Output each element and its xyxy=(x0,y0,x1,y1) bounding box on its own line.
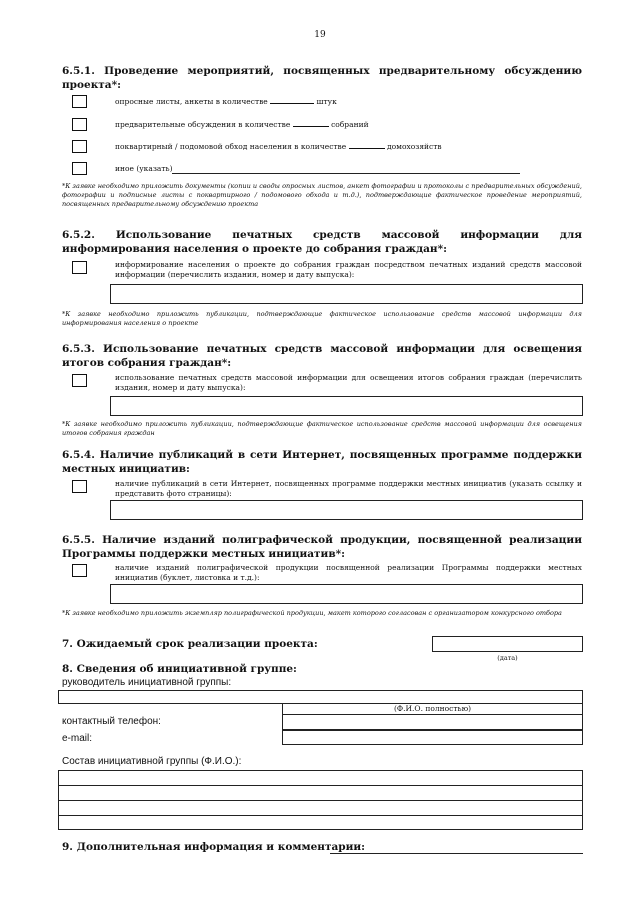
section-8-heading: 8. Сведения об инициативной группе: xyxy=(62,663,297,675)
section-6-5-5-note: *К заявке необходимо приложить экземпляр полиграфической продукции, макет которого согласован с организатором конкурсного отбора xyxy=(62,609,562,617)
checkbox-print-media-after[interactable] xyxy=(72,374,87,387)
checkbox-questionnaires[interactable] xyxy=(72,95,87,108)
households-count-field[interactable] xyxy=(349,148,385,149)
print-media-before-field[interactable] xyxy=(110,284,583,304)
section-6-5-2-text: информирование населения о проекте до собрания граждан посредством печатных изданий средств массовой информации (перечислить издания, номер и дату выпуска): xyxy=(115,260,582,279)
item-discussions-unit: собраний xyxy=(331,120,369,129)
section-6-5-1-note: *К заявке необходимо приложить документы (копии и своды опросных листов, анкет фотографии и протоколы с предварительных обсуждений, фотографии и подписные листы с поквартирного / подомового обхода и т.д.), подтверждающие фактическое проведение мероприятий, посвященных предварительному обсуждению проекта xyxy=(62,182,582,208)
group-label: Состав инициативной группы (Ф.И.О.): xyxy=(62,756,242,767)
item-questionnaires-label: опросные листы, анкеты в количестве xyxy=(115,97,268,106)
checkbox-printed-products[interactable] xyxy=(72,564,87,577)
section-6-5-3-text: использование печатных средств массовой информации для освещения итогов собрания граждан (перечислить издания, номер и дату выпуска): xyxy=(115,373,582,392)
other-specify-field[interactable] xyxy=(172,173,520,174)
group-member-row[interactable] xyxy=(59,801,582,816)
checkbox-internet-publications[interactable] xyxy=(72,480,87,493)
section-6-5-5-heading: 6.5.5. Наличие изданий полиграфической продукции, посвященной реализации Программы поддержки местных инициатив*: xyxy=(62,534,582,560)
section-6-5-2-heading: 6.5.2. Использование печатных средств массовой информации для информирования населения о проекте до собрания граждан*: xyxy=(62,229,582,255)
fio-caption-cell xyxy=(282,704,583,715)
checkbox-other[interactable] xyxy=(72,162,87,175)
section-6-5-3-note: *К заявке необходимо приложить публикации, подтверждающие фактическое использование средств массовой информации для освещения итогов собрания граждан xyxy=(62,420,582,437)
printed-products-field[interactable] xyxy=(110,584,583,604)
section-6-5-2-note: *К заявке необходимо приложить публикации, подтверждающие фактическое использование средств массовой информации для информирования населения о проекте xyxy=(62,310,582,327)
item-door-to-door-label: поквартирный / подомовой обход населения в количестве xyxy=(115,142,347,151)
item-door-to-door-unit: домохозяйств xyxy=(387,142,442,151)
checkbox-print-media-before[interactable] xyxy=(72,261,87,274)
expected-date-field[interactable] xyxy=(432,636,583,652)
page-number: 19 xyxy=(314,30,326,40)
date-caption: (дата) xyxy=(497,654,518,662)
discussions-count-field[interactable] xyxy=(293,126,329,127)
phone-field[interactable] xyxy=(282,715,583,730)
section-6-5-5-text: наличие изданий полиграфической продукции посвященной реализации Программы поддержки местных инициатив (буклет, листовка и т.д.): xyxy=(115,563,582,582)
group-member-row[interactable] xyxy=(59,816,582,829)
email-label: e-mail: xyxy=(62,733,93,744)
group-member-row[interactable] xyxy=(59,786,582,801)
phone-label: контактный телефон: xyxy=(62,716,161,727)
leader-name-field[interactable] xyxy=(58,690,583,704)
checkbox-door-to-door[interactable] xyxy=(72,140,87,153)
print-media-after-field[interactable] xyxy=(110,396,583,416)
section-9-heading: 9. Дополнительная информация и комментарии: xyxy=(62,841,366,853)
item-discussions-label: предварительные обсуждения в количестве xyxy=(115,120,291,129)
section-6-5-1-heading: 6.5.1. Проведение мероприятий, посвященных предварительному обсуждению проекта*: xyxy=(62,65,582,91)
item-door-to-door xyxy=(115,142,442,152)
item-questionnaires xyxy=(115,97,337,107)
item-questionnaires-unit: штук xyxy=(316,97,337,106)
email-field[interactable] xyxy=(282,730,583,745)
internet-publications-field[interactable] xyxy=(110,500,583,520)
section-6-5-4-heading: 6.5.4. Наличие публикаций в сети Интернет, посвященных программе поддержки местных инициатив: xyxy=(62,449,582,475)
group-member-row[interactable] xyxy=(59,771,582,786)
checkbox-discussions[interactable] xyxy=(72,118,87,131)
item-other-label: иное (указать) xyxy=(115,164,173,173)
item-discussions xyxy=(115,120,369,130)
additional-info-field[interactable] xyxy=(330,853,583,854)
group-members-table xyxy=(58,770,583,830)
fio-caption: (Ф.И.О. полностью) xyxy=(393,704,472,713)
questionnaires-count-field[interactable] xyxy=(270,103,314,104)
section-6-5-4-text: наличие публикаций в сети Интернет, посвященных программе поддержки местных инициатив (указать ссылку и представить фото страницы): xyxy=(115,479,582,498)
section-7-heading: 7. Ожидаемый срок реализации проекта: xyxy=(62,638,318,650)
leader-label: руководитель инициативной группы: xyxy=(62,677,232,688)
section-6-5-3-heading: 6.5.3. Использование печатных средств массовой информации для освещения итогов собрания граждан*: xyxy=(62,343,582,369)
